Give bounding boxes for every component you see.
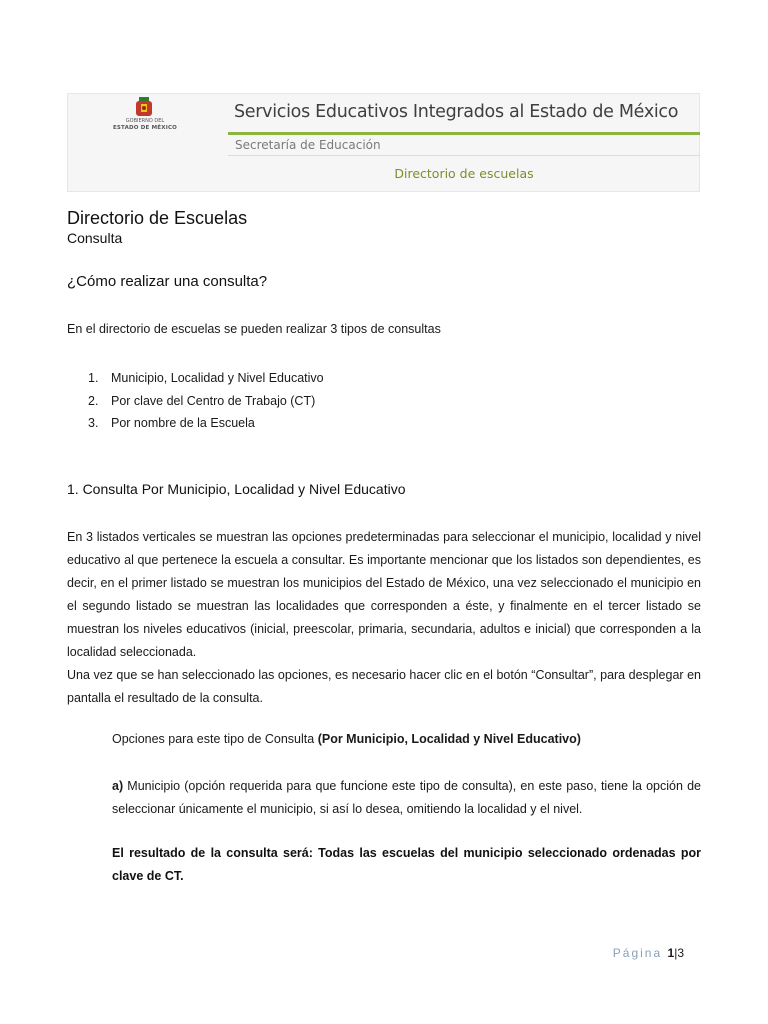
page-title: Directorio de Escuelas xyxy=(67,208,248,228)
page-footer xyxy=(613,946,684,960)
intro-text: En el directorio de escuelas se pueden realizar 3 tipos de consultas xyxy=(67,322,441,336)
list-number: 3. xyxy=(88,416,99,430)
list-item xyxy=(88,412,324,435)
page-total: 3 xyxy=(677,946,684,960)
page-number: 1 xyxy=(667,946,675,960)
list-item xyxy=(88,367,324,390)
section-body xyxy=(67,526,701,710)
query-types-list xyxy=(88,367,324,435)
coat-of-arms-icon xyxy=(132,96,156,118)
list-number: 1. xyxy=(88,371,99,385)
banner-section-link[interactable]: Directorio de escuelas xyxy=(394,166,534,181)
list-item xyxy=(88,390,324,413)
body-paragraph-1: En 3 listados verticales se muestran las opciones predeterminadas para seleccionar el municipio, localidad y nivel educativo al que pertenece la escuela a consultar. Es importante mencionar que los listados son dependientes, es decir, en el primer listado se muestran los municipios del Estado de México, una vez seleccionado el municipio en el segundo listado se muestran las localidades que corresponden a éste, y finalmente en el tercer listado se muestran los niveles educativos (inicial, preescolar, primaria, secundaria, adultos e inicial) que corresponden a la localidad seleccionada. xyxy=(67,530,701,659)
banner-accent-rule xyxy=(228,132,700,135)
page-label: Página xyxy=(612,946,663,960)
option-a-paragraph xyxy=(112,775,701,821)
section-heading: 1. Consulta Por Municipio, Localidad y Nivel Educativo xyxy=(67,481,406,497)
options-bold: (Por Municipio, Localidad y Nivel Educativo) xyxy=(317,732,581,746)
logo-line-2: ESTADO DE MÉXICO xyxy=(112,125,178,131)
list-text: Municipio, Localidad y Nivel Educativo xyxy=(111,371,324,385)
body-paragraph-2: Una vez que se han seleccionado las opciones, es necesario hacer clic en el botón “Consultar”, para desplegar en pantalla el resultado de la consulta. xyxy=(67,668,701,705)
option-a-text: Municipio (opción requerida para que funcione este tipo de consulta), en este paso, tiene la opción de seleccionar únicamente el municipio, si así lo desea, omitiendo la localidad y el nivel. xyxy=(112,779,701,816)
options-intro: Opciones para este tipo de Consulta xyxy=(112,732,318,746)
page-separator: | xyxy=(674,946,678,960)
result-paragraph: El resultado de la consulta será: Todas las escuelas del municipio seleccionado ordenadas por clave de CT. xyxy=(112,846,701,883)
options-line xyxy=(112,732,581,746)
list-text: Por nombre de la Escuela xyxy=(111,416,255,430)
banner-subtitle: Secretaría de Educación xyxy=(235,138,381,152)
option-a-label: a) xyxy=(112,779,124,793)
banner-title: Servicios Educativos Integrados al Estado de México xyxy=(234,102,679,122)
list-number: 2. xyxy=(88,393,99,408)
logo-caption xyxy=(112,118,178,132)
state-logo xyxy=(68,94,228,134)
logo-line-1: GOBIERNO DEL xyxy=(125,118,165,124)
header-banner xyxy=(67,93,700,192)
page-subtitle: Consulta xyxy=(67,230,123,246)
list-text: Por clave del Centro de Trabajo (CT) xyxy=(111,393,316,408)
question-heading: ¿Cómo realizar una consulta? xyxy=(67,273,268,290)
banner-divider xyxy=(228,155,700,156)
